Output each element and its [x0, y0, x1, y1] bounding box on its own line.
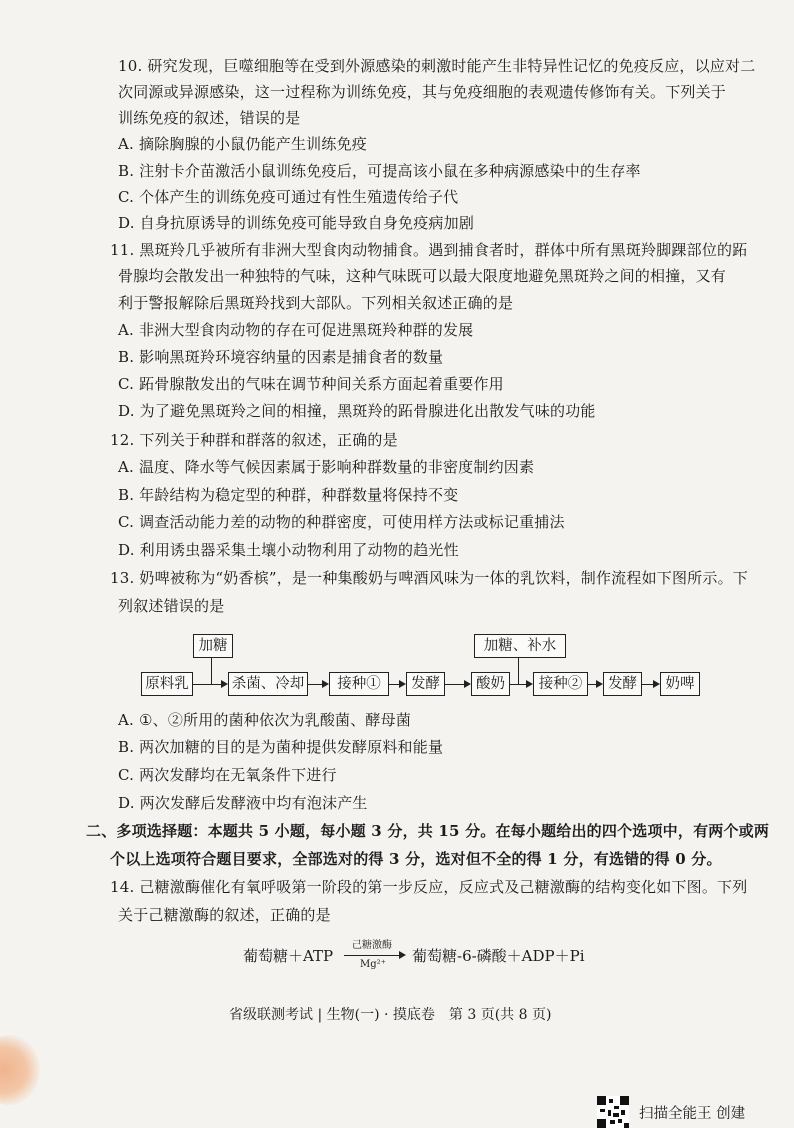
q10-option-c: C. 个体产生的训练免疫可通过有性生殖遗传给子代 [118, 188, 459, 206]
q11-option-c: C. 跖骨腺散发出的气味在调节种间关系方面起着重要作用 [118, 375, 504, 393]
q12-option-b: B. 年龄结构为稳定型的种群，种群数量将保持不变 [118, 486, 459, 504]
flow-step-yogurt: 酸奶 [471, 672, 510, 696]
q12-option-a: A. 温度、降水等气候因素属于影响种群数量的非密度制约因素 [118, 458, 535, 476]
flow-arrow [389, 684, 404, 685]
scan-smudge [0, 1035, 40, 1105]
flow-add-sugar-box: 加糖 [193, 634, 233, 658]
flow-step-sterilize-cool: 杀菌、冷却 [228, 672, 308, 696]
flow-arrow [308, 684, 327, 685]
q10-stem-line2: 次同源或异源感染，这一过程称为训练免疫，其与免疫细胞的表观遗传修饰有关。下列关于 [118, 83, 727, 101]
equation-reactants: 葡萄糖＋ATP [243, 947, 334, 965]
q13-option-a: A. ①、②所用的菌种依次为乳酸菌、酵母菌 [118, 711, 412, 729]
q11-option-b: B. 影响黑斑羚环境容纳量的因素是捕食者的数量 [118, 348, 444, 366]
page-footer: 省级联测考试 | 生物(一) · 摸底卷 第 3 页(共 8 页) [229, 1007, 552, 1023]
q11-stem-line3: 利于警报解除后黑斑羚找到大部队。下列相关叙述正确的是 [118, 294, 514, 312]
q10-option-b: B. 注射卡介苗激活小鼠训练免疫后，可提高该小鼠在多种病源感染中的生存率 [118, 162, 641, 180]
section2-heading-line2: 个以上选项符合题目要求，全部选对的得 3 分，选对但不全的得 1 分，有选错的得 0 分。 [110, 850, 722, 868]
equation-arrow [344, 955, 404, 956]
q13-option-b: B. 两次加糖的目的是为菌种提供发酵原料和能量 [118, 738, 444, 756]
q11-option-d: D. 为了避免黑斑羚之间的相撞，黑斑羚的跖骨腺进化出散发气味的功能 [118, 402, 596, 420]
flow-connector [211, 658, 212, 685]
q10-option-d: D. 自身抗原诱导的训练免疫可能导致自身免疫病加剧 [118, 214, 475, 232]
q14-stem-line2: 关于己糖激酶的叙述，正确的是 [118, 906, 331, 924]
q11-option-a: A. 非洲大型食肉动物的存在可促进黑斑羚种群的发展 [118, 321, 474, 339]
flow-step-inoculate-1: 接种① [329, 672, 389, 696]
flow-arrow [193, 684, 226, 685]
qr-code-icon [597, 1096, 629, 1128]
flow-step-ferment-1: 发酵 [406, 672, 445, 696]
q10-stem-line3: 训练免疫的叙述，错误的是 [118, 109, 301, 127]
q10-option-a: A. 摘除胸腺的小鼠仍能产生训练免疫 [118, 135, 367, 153]
q13-option-c: C. 两次发酵均在无氧条件下进行 [118, 766, 337, 784]
flow-arrow [510, 684, 531, 685]
scanner-watermark: 扫描全能王 创建 [639, 1106, 746, 1122]
q13-stem-line2: 列叙述错误的是 [118, 597, 225, 615]
flow-add-sugar-water-box: 加糖、补水 [474, 634, 566, 658]
flow-arrow [588, 684, 601, 685]
q12-stem: 12. 下列关于种群和群落的叙述，正确的是 [110, 431, 398, 449]
q12-option-c: C. 调查活动能力差的动物的种群密度，可使用样方法或标记重捕法 [118, 513, 565, 531]
equation-products: 葡萄糖-6-磷酸＋ADP＋Pi [412, 947, 585, 965]
flow-step-ferment-2: 发酵 [603, 672, 642, 696]
flow-arrow [642, 684, 658, 685]
flow-arrow [445, 684, 469, 685]
flow-step-inoculate-2: 接种② [533, 672, 588, 696]
section2-heading-line1: 二、多项选择题：本题共 5 小题，每小题 3 分，共 15 分。在每小题给出的四个选项中，有两个或两 [86, 822, 770, 840]
q13-option-d: D. 两次发酵后发酵液中均有泡沫产生 [118, 794, 368, 812]
q11-stem-line2: 骨腺均会散发出一种独特的气味，这种气味既可以最大限度地避免黑斑羚之间的相撞，又有 [118, 267, 727, 285]
equation-cofactor-label: Mg²⁺ [360, 959, 386, 970]
equation-enzyme-label: 己糖激酶 [352, 940, 392, 951]
flow-step-raw-milk: 原料乳 [141, 672, 193, 696]
q11-stem-line1: 11. 黑斑羚几乎被所有非洲大型食肉动物捕食。遇到捕食者时，群体中所有黑斑羚脚踝部位的跖 [110, 241, 748, 259]
q14-stem-line1: 14. 己糖激酶催化有氧呼吸第一阶段的第一步反应，反应式及己糖激酶的结构变化如下图。下列 [110, 878, 748, 896]
flow-step-milk-beer: 奶啤 [660, 672, 700, 696]
q10-stem-line1: 10. 研究发现，巨噬细胞等在受到外源感染的刺激时能产生非特异性记忆的免疫反应，以应对二 [118, 57, 756, 75]
q13-stem-line1: 13. 奶啤被称为“奶香槟”，是一种集酸奶与啤酒风味为一体的乳饮料，制作流程如下图所示。下 [110, 569, 748, 587]
flow-connector [518, 658, 519, 685]
q12-option-d: D. 利用诱虫器采集土壤小动物利用了动物的趋光性 [118, 541, 459, 559]
